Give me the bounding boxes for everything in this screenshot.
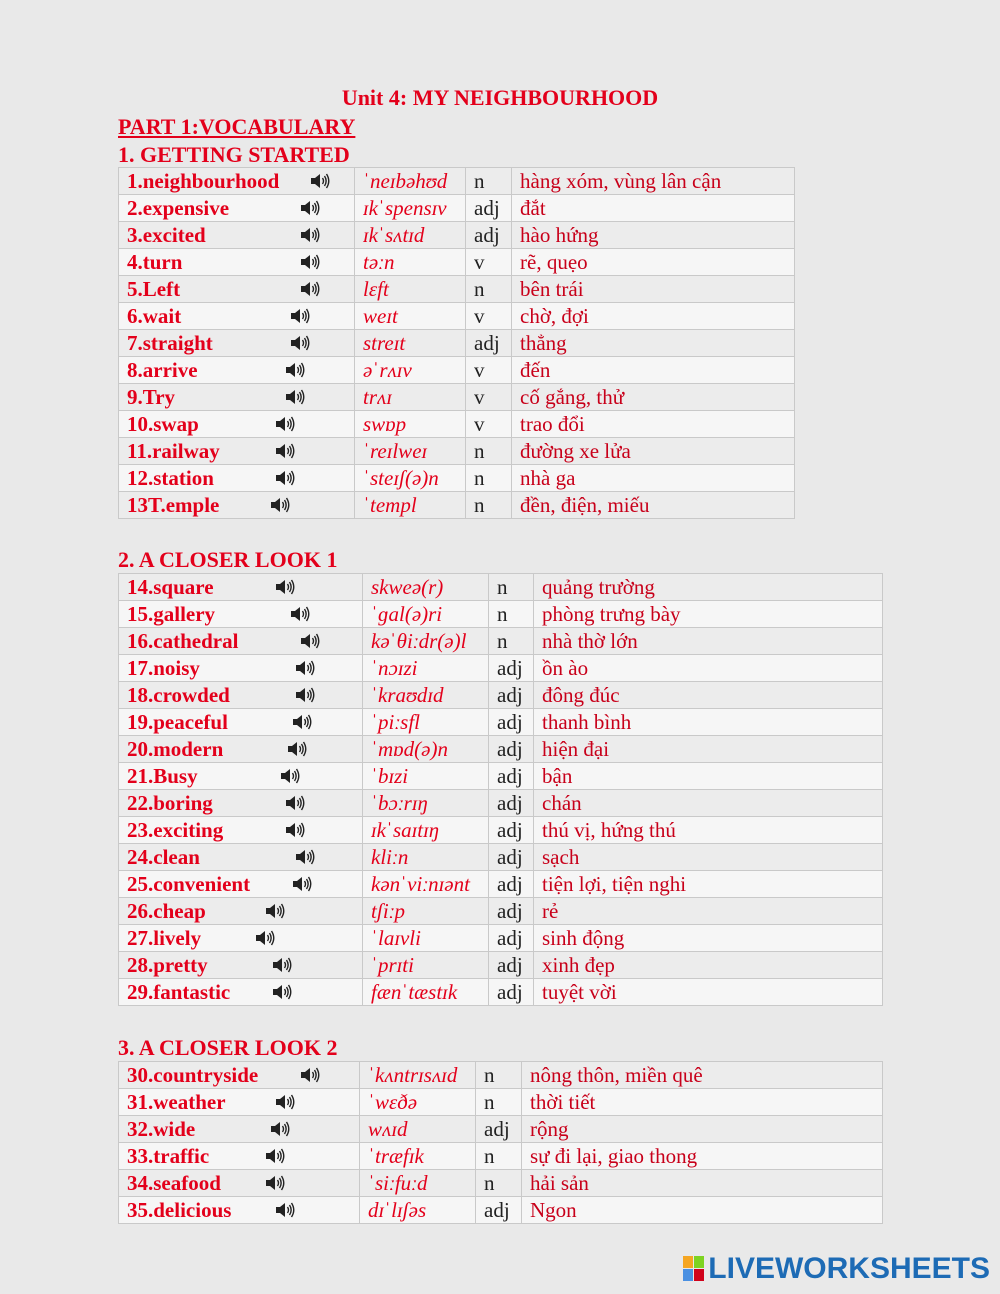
vocab-meaning: sạch	[542, 845, 580, 869]
vocab-word: 29.fantastic	[127, 980, 231, 1004]
vocab-word: 1.neighbourhood	[127, 169, 280, 193]
liveworksheets-logo-icon	[683, 1256, 705, 1282]
vocab-meaning: tuyệt vời	[542, 980, 617, 1004]
vocab-row	[119, 1197, 883, 1224]
vocab-meaning: Ngon	[530, 1198, 577, 1222]
vocab-meaning: xinh đẹp	[542, 953, 615, 977]
vocab-ipa: ˈbɪzi	[371, 764, 409, 788]
speaker-icon[interactable]	[264, 1173, 286, 1193]
vocab-part-of-speech: adj	[497, 710, 523, 734]
vocab-meaning: đền, điện, miếu	[520, 493, 650, 517]
vocab-row	[119, 952, 883, 979]
vocab-ipa: ɪkˈsʌtɪd	[363, 223, 425, 247]
vocab-meaning: cố gắng, thử	[520, 385, 625, 409]
vocab-part-of-speech: adj	[474, 196, 500, 220]
vocab-ipa: ˈnɔɪzi	[371, 656, 418, 680]
speaker-icon[interactable]	[271, 955, 293, 975]
vocab-ipa: ɪkˈsaɪtɪŋ	[371, 818, 439, 842]
vocab-word: 23.exciting	[127, 818, 224, 842]
vocab-ipa: kənˈviːnɪənt	[371, 872, 470, 896]
vocab-row	[119, 384, 795, 411]
vocab-ipa: fænˈtæstɪk	[371, 980, 458, 1004]
vocab-meaning: phòng trưng bày	[542, 602, 681, 626]
vocab-word: 34.seafood	[127, 1171, 221, 1195]
vocab-ipa: kəˈθiːdr(ə)l	[371, 629, 467, 653]
vocab-part-of-speech: v	[474, 304, 485, 328]
vocab-row	[119, 844, 883, 871]
vocab-part-of-speech: n	[484, 1063, 495, 1087]
vocab-word: 26.cheap	[127, 899, 206, 923]
vocab-word: 4.turn	[127, 250, 183, 274]
vocab-word: 31.weather	[127, 1090, 226, 1114]
vocab-word: 32.wide	[127, 1117, 196, 1141]
vocab-part-of-speech: adj	[497, 656, 523, 680]
vocab-row	[119, 682, 883, 709]
vocab-part-of-speech: n	[474, 493, 485, 517]
vocab-row	[119, 1089, 883, 1116]
vocab-row	[119, 979, 883, 1006]
vocab-ipa: ˈɡal(ə)ri	[371, 602, 443, 626]
vocab-part-of-speech: adj	[484, 1198, 510, 1222]
vocab-word: 35.delicious	[127, 1198, 232, 1222]
vocab-row	[119, 195, 795, 222]
vocab-part-of-speech: adj	[497, 980, 523, 1004]
vocab-word: 17.noisy	[127, 656, 200, 680]
vocab-row	[119, 655, 883, 682]
vocab-row	[119, 168, 795, 195]
vocab-meaning: chờ, đợi	[520, 304, 589, 328]
vocab-ipa: kliːn	[371, 845, 409, 869]
vocab-meaning: ồn ào	[542, 656, 589, 680]
speaker-icon[interactable]	[264, 1146, 286, 1166]
speaker-icon[interactable]	[294, 685, 316, 705]
vocab-ipa: ˈpiːsfl	[371, 710, 421, 734]
vocab-part-of-speech: v	[474, 250, 485, 274]
vocab-row	[119, 357, 795, 384]
vocab-word: 7.straight	[127, 331, 213, 355]
vocab-word: 20.modern	[127, 737, 224, 761]
speaker-icon[interactable]	[299, 198, 321, 218]
speaker-icon[interactable]	[274, 468, 296, 488]
vocab-ipa: lɛft	[363, 277, 389, 301]
vocab-table-closer-look-2	[118, 1061, 883, 1224]
speaker-icon[interactable]	[269, 495, 291, 515]
vocab-ipa: ˈmɒd(ə)n	[371, 737, 448, 761]
vocab-meaning: hào hứng	[520, 223, 599, 247]
vocab-part-of-speech: n	[484, 1171, 495, 1195]
vocab-meaning: rẽ, quẹo	[520, 250, 588, 274]
vocab-row	[119, 222, 795, 249]
section-heading-closer-look-1: 2. A CLOSER LOOK 1	[118, 547, 338, 572]
vocab-row	[119, 492, 795, 519]
speaker-icon[interactable]	[289, 306, 311, 326]
section-heading-closer-look-2: 3. A CLOSER LOOK 2	[118, 1035, 338, 1060]
vocab-part-of-speech: adj	[497, 845, 523, 869]
vocab-part-of-speech: adj	[474, 223, 500, 247]
vocab-row	[119, 898, 883, 925]
speaker-icon[interactable]	[274, 441, 296, 461]
vocab-meaning: nhà thờ lớn	[542, 629, 638, 653]
vocab-meaning: đắt	[520, 196, 546, 220]
vocab-meaning: thanh bình	[542, 710, 632, 734]
vocab-word: 5.Left	[127, 277, 181, 301]
vocab-part-of-speech: adj	[497, 818, 523, 842]
speaker-icon[interactable]	[284, 387, 306, 407]
vocab-ipa: ˈkʌntrɪsʌɪd	[368, 1063, 458, 1087]
vocab-part-of-speech: v	[474, 385, 485, 409]
liveworksheets-brand	[683, 1252, 990, 1286]
speaker-icon[interactable]	[294, 658, 316, 678]
vocab-meaning: đường xe lửa	[520, 439, 631, 463]
speaker-icon[interactable]	[284, 820, 306, 840]
vocab-part-of-speech: n	[474, 466, 485, 490]
vocab-meaning: thú vị, hứng thú	[542, 818, 676, 842]
vocab-row	[119, 1143, 883, 1170]
vocab-ipa: ˈreɪlweɪ	[363, 439, 428, 463]
vocab-row	[119, 465, 795, 492]
vocab-word: 13T.emple	[127, 493, 220, 517]
vocab-part-of-speech: adj	[497, 926, 523, 950]
vocab-word: 25.convenient	[127, 872, 251, 896]
vocab-row	[119, 817, 883, 844]
vocab-word: 2.expensive	[127, 196, 230, 220]
speaker-icon[interactable]	[269, 1119, 291, 1139]
vocab-meaning: trao đổi	[520, 412, 585, 436]
vocab-row	[119, 763, 883, 790]
vocab-meaning: nông thôn, miền quê	[530, 1063, 703, 1087]
vocab-row	[119, 628, 883, 655]
vocab-meaning: đông đúc	[542, 683, 620, 707]
vocab-ipa: ˈlaɪvli	[371, 926, 421, 950]
vocab-word: 14.square	[127, 575, 214, 599]
speaker-icon[interactable]	[274, 577, 296, 597]
vocab-row	[119, 709, 883, 736]
section-heading-getting-started: 1. GETTING STARTED	[118, 142, 350, 167]
vocab-ipa: dɪˈlɪʃəs	[368, 1198, 427, 1222]
speaker-icon[interactable]	[286, 739, 308, 759]
vocab-part-of-speech: n	[484, 1090, 495, 1114]
speaker-icon[interactable]	[274, 414, 296, 434]
vocab-part-of-speech: n	[497, 575, 508, 599]
vocab-word: 3.excited	[127, 223, 206, 247]
vocab-word: 8.arrive	[127, 358, 198, 382]
vocab-word: 30.countryside	[127, 1063, 259, 1087]
vocab-part-of-speech: adj	[484, 1117, 510, 1141]
vocab-row	[119, 871, 883, 898]
vocab-meaning: hải sản	[530, 1171, 589, 1195]
vocab-row	[119, 925, 883, 952]
speaker-icon[interactable]	[284, 793, 306, 813]
vocab-meaning: sinh động	[542, 926, 625, 950]
vocab-word: 15.gallery	[127, 602, 216, 626]
vocab-part-of-speech: n	[474, 277, 485, 301]
vocab-part-of-speech: adj	[497, 872, 523, 896]
speaker-icon[interactable]	[294, 847, 316, 867]
vocab-word: 28.pretty	[127, 953, 208, 977]
vocab-row	[119, 1062, 883, 1089]
vocab-word: 12.station	[127, 466, 214, 490]
vocab-row	[119, 601, 883, 628]
vocab-meaning: hiện đại	[542, 737, 610, 761]
vocab-row	[119, 574, 883, 601]
vocab-meaning: hàng xóm, vùng lân cận	[520, 169, 722, 193]
vocab-meaning: sự đi lại, giao thong	[530, 1144, 698, 1168]
vocab-row	[119, 303, 795, 330]
vocab-word: 27.lively	[127, 926, 202, 950]
vocab-ipa: wʌɪd	[368, 1117, 408, 1141]
speaker-icon[interactable]	[299, 631, 321, 651]
vocab-table-closer-look-1	[118, 573, 883, 1006]
vocab-row	[119, 330, 795, 357]
vocab-ipa: ˈneɪbəhʊd	[363, 169, 448, 193]
vocab-row	[119, 790, 883, 817]
vocab-part-of-speech: adj	[497, 737, 523, 761]
vocab-ipa: trʌɪ	[363, 385, 392, 409]
vocab-word: 9.Try	[127, 385, 176, 409]
vocab-word: 11.railway	[127, 439, 220, 463]
vocab-ipa: skweə(r)	[371, 575, 444, 599]
vocab-part-of-speech: n	[474, 169, 485, 193]
vocab-word: 16.cathedral	[127, 629, 239, 653]
vocab-part-of-speech: adj	[497, 791, 523, 815]
vocab-ipa: tʃiːp	[371, 899, 406, 923]
vocab-ipa: ˈtræfɪk	[368, 1144, 424, 1168]
vocab-meaning: rộng	[530, 1117, 569, 1141]
vocab-word: 19.peaceful	[127, 710, 228, 734]
speaker-icon[interactable]	[289, 333, 311, 353]
vocab-ipa: ɪkˈspensɪv	[363, 196, 447, 220]
speaker-icon[interactable]	[274, 1200, 296, 1220]
vocab-meaning: nhà ga	[520, 466, 576, 490]
vocab-word: 21.Busy	[127, 764, 198, 788]
vocab-meaning: tiện lợi, tiện nghi	[542, 872, 687, 896]
vocab-meaning: bên trái	[520, 277, 584, 301]
speaker-icon[interactable]	[264, 901, 286, 921]
vocab-table-getting-started	[118, 167, 795, 519]
vocab-part-of-speech: adj	[497, 683, 523, 707]
vocab-ipa: swɒp	[363, 412, 407, 436]
vocab-ipa: təːn	[363, 250, 395, 274]
vocab-ipa: weɪt	[363, 304, 398, 328]
vocab-part-of-speech: n	[474, 439, 485, 463]
speaker-icon[interactable]	[271, 982, 293, 1002]
speaker-icon[interactable]	[289, 604, 311, 624]
vocab-row	[119, 411, 795, 438]
speaker-icon[interactable]	[279, 766, 301, 786]
speaker-icon[interactable]	[299, 279, 321, 299]
vocab-meaning: bận	[542, 764, 573, 788]
vocab-ipa: ˈbɔːrɪŋ	[371, 791, 428, 815]
vocab-word: 6.wait	[127, 304, 182, 328]
vocab-meaning: rẻ	[542, 899, 559, 923]
vocab-part-of-speech: adj	[497, 764, 523, 788]
vocab-part-of-speech: v	[474, 358, 485, 382]
vocab-meaning: quảng trường	[542, 575, 655, 599]
vocab-word: 10.swap	[127, 412, 199, 436]
vocab-row	[119, 1170, 883, 1197]
vocab-word: 22.boring	[127, 791, 213, 815]
vocab-ipa: ˈkraʊdɪd	[371, 683, 444, 707]
vocab-meaning: thời tiết	[530, 1090, 596, 1114]
vocab-row	[119, 736, 883, 763]
vocab-part-of-speech: adj	[497, 953, 523, 977]
speaker-icon[interactable]	[299, 252, 321, 272]
vocab-word: 18.crowded	[127, 683, 230, 707]
vocab-row	[119, 249, 795, 276]
vocab-part-of-speech: adj	[474, 331, 500, 355]
vocab-row	[119, 276, 795, 303]
speaker-icon[interactable]	[274, 1092, 296, 1112]
speaker-icon[interactable]	[284, 360, 306, 380]
vocab-ipa: əˈrʌɪv	[363, 358, 412, 382]
vocab-part-of-speech: n	[497, 629, 508, 653]
vocab-row	[119, 1116, 883, 1143]
vocab-ipa: ˈwɛðə	[368, 1090, 418, 1114]
vocab-meaning: chán	[542, 791, 582, 815]
vocab-part-of-speech: v	[474, 412, 485, 436]
vocab-ipa: streɪt	[363, 331, 406, 355]
speaker-icon[interactable]	[291, 874, 313, 894]
vocab-ipa: ˈprɪti	[371, 953, 414, 977]
vocab-part-of-speech: n	[484, 1144, 495, 1168]
speaker-icon[interactable]	[309, 171, 331, 191]
vocab-word: 24.clean	[127, 845, 200, 869]
vocab-meaning: thẳng	[520, 331, 567, 355]
speaker-icon[interactable]	[299, 1065, 321, 1085]
brand-name: LIVEWORKSHEETS	[708, 1252, 990, 1285]
speaker-icon[interactable]	[291, 712, 313, 732]
vocab-ipa: ˈsiːfuːd	[368, 1171, 428, 1195]
vocab-meaning: đến	[520, 358, 551, 382]
speaker-icon[interactable]	[299, 225, 321, 245]
part-heading: PART 1:VOCABULARY	[118, 114, 356, 139]
vocab-word: 33.traffic	[127, 1144, 210, 1168]
vocab-row	[119, 438, 795, 465]
vocab-part-of-speech: adj	[497, 899, 523, 923]
vocab-ipa: ˈsteɪʃ(ə)n	[363, 466, 439, 490]
vocab-part-of-speech: n	[497, 602, 508, 626]
speaker-icon[interactable]	[254, 928, 276, 948]
vocab-ipa: ˈtempl	[363, 493, 417, 517]
page-title: Unit 4: MY NEIGHBOURHOOD	[341, 85, 659, 110]
